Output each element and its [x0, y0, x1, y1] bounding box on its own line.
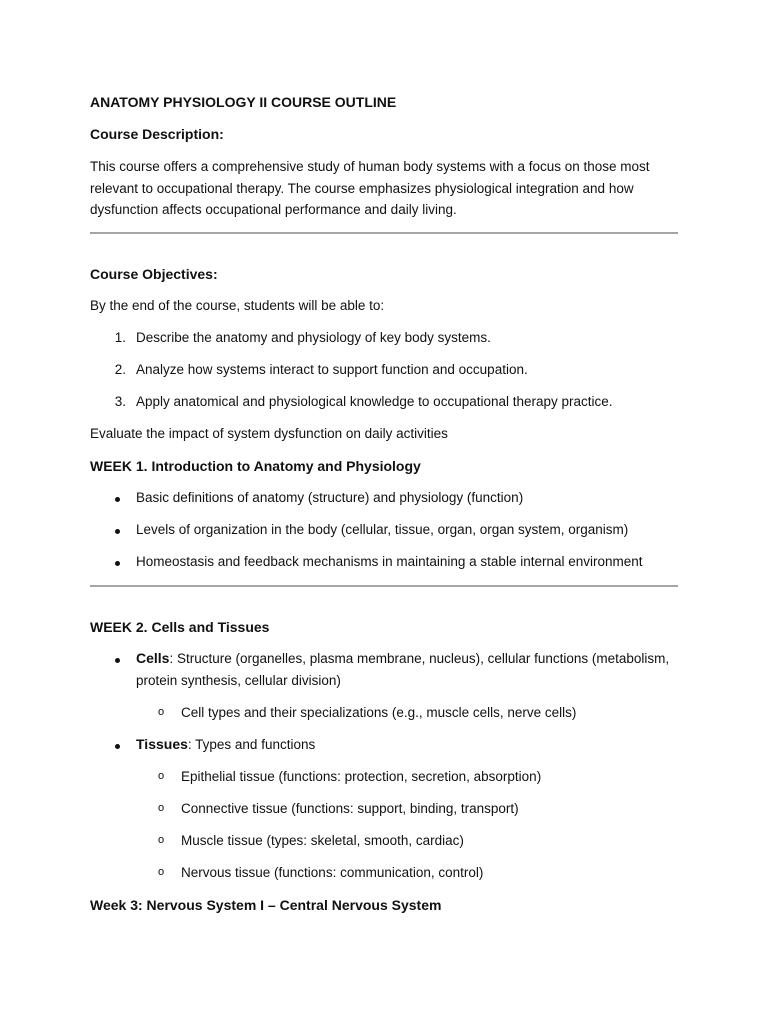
cells-sub-item: Cell types and their specializations (e.g., muscle cells, nerve cells) [181, 705, 577, 720]
week1-heading: WEEK 1. Introduction to Anatomy and Physiology [90, 458, 421, 474]
week1-bullet-item: Basic definitions of anatomy (structure) and physiology (function) [136, 490, 524, 505]
sub-bullet-icon: o [158, 802, 165, 814]
cells-bullet-item [136, 648, 678, 691]
section-divider [90, 585, 678, 587]
course-description-heading: Course Description: [90, 126, 224, 142]
bullet-icon [115, 497, 120, 502]
bullet-icon [115, 529, 120, 534]
objective-item: Analyze how systems interact to support function and occupation. [136, 362, 528, 377]
tissues-term: Tissues [136, 736, 188, 752]
objective-number: 3. [114, 394, 126, 409]
sub-bullet-icon: o [158, 866, 165, 878]
course-description-text: This course offers a comprehensive study of human body systems with a focus on those most relevant to occupational therapy. The course emphasizes physiological integration and how dysfunction affects occupational performance and daily living. [90, 159, 650, 217]
objective-number: 2. [114, 362, 126, 377]
tissues-description: : Types and functions [187, 737, 316, 752]
section-divider [90, 232, 678, 234]
objectives-extra: Evaluate the impact of system dysfunction on daily activities [90, 426, 448, 441]
cells-description: : Structure (organelles, plasma membrane, nucleus), cellular functions (metabolism, protein synthesis, cellular division) [136, 651, 670, 688]
tissues-sub-item: Nervous tissue (functions: communication, control) [181, 865, 484, 880]
week2-heading: WEEK 2. Cells and Tissues [90, 619, 270, 635]
bullet-icon [115, 744, 120, 749]
objectives-intro: By the end of the course, students will be able to: [90, 298, 385, 313]
week1-bullet-item: Levels of organization in the body (cellular, tissue, organ, organ system, organism) [136, 522, 629, 537]
course-objectives-heading: Course Objectives: [90, 266, 218, 282]
objective-item: Describe the anatomy and physiology of key body systems. [136, 330, 491, 345]
objective-number: 1. [114, 330, 126, 345]
sub-bullet-icon: o [158, 706, 165, 718]
sub-bullet-icon: o [158, 770, 165, 782]
sub-bullet-icon: o [158, 834, 165, 846]
document-title: ANATOMY PHYSIOLOGY II COURSE OUTLINE [90, 94, 397, 110]
bullet-icon [115, 658, 120, 663]
tissues-sub-item: Connective tissue (functions: support, binding, transport) [181, 801, 519, 816]
tissues-bullet-item [136, 734, 678, 756]
tissues-sub-item: Muscle tissue (types: skeletal, smooth, cardiac) [181, 833, 464, 848]
week3-heading: Week 3: Nervous System I – Central Nervous System [90, 897, 442, 913]
bullet-icon [115, 561, 120, 566]
cells-term: Cells [136, 650, 170, 666]
objective-item: Apply anatomical and physiological knowledge to occupational therapy practice. [136, 394, 613, 409]
week1-bullet-item: Homeostasis and feedback mechanisms in maintaining a stable internal environment [136, 554, 643, 569]
tissues-sub-item: Epithelial tissue (functions: protection, secretion, absorption) [181, 769, 542, 784]
